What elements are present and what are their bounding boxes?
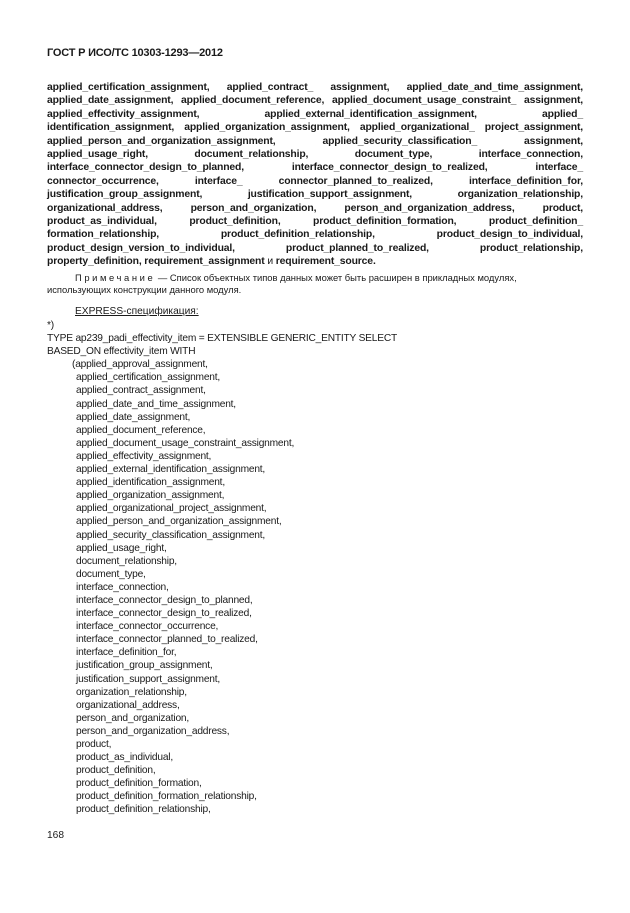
code-line: applied_security_classification_assignment, — [76, 529, 266, 541]
express-code-block — [47, 319, 397, 817]
code-line: (applied_approval_assignment, — [72, 359, 208, 371]
code-line: organization_relationship, — [76, 686, 187, 698]
code-line: product_definition_formation, — [76, 778, 202, 790]
code-line: interface_connector_design_to_planned, — [76, 594, 253, 606]
code-line: person_and_organization_address, — [76, 725, 230, 737]
code-line: applied_effectivity_assignment, — [76, 450, 212, 462]
document-header: ГОСТ Р ИСО/ТС 10303-1293—2012 — [47, 47, 223, 59]
code-line: applied_organization_assignment, — [76, 490, 225, 502]
code-line: document_type, — [76, 568, 146, 580]
code-line: *) — [47, 320, 54, 331]
page-number: 168 — [47, 830, 64, 841]
code-line: BASED_ON effectivity_item WITH — [47, 346, 196, 358]
note-text: — Список объектных типов данных может быть расширен в прикладных модулях, использующих конструкции данного модуля. — [47, 272, 517, 295]
code-line: applied_date_assignment, — [76, 411, 191, 423]
code-line: product_definition_formation_relationship, — [76, 791, 257, 803]
code-line: interface_connection, — [76, 581, 169, 593]
code-line: product_as_individual, — [76, 752, 173, 764]
note-paragraph — [47, 272, 583, 296]
code-line: applied_certification_assignment, — [76, 372, 221, 384]
code-line: person_and_organization, — [76, 712, 190, 724]
note-lead: Примечание — [75, 272, 156, 283]
entity-list-text: applied_certification_assignment, applied_contract_ assignment, applied_date_and_time_assignment, applied_date_assignment, applied_document_reference, applied_document_usage_constraint_ assignment, applied_effectivity_assignment, applied_external_identification_assignment, applied_ identification_assignment, applied_organization_assignment, applied_organizational_ project_assignment, applied_person_and_organization_assignment, applied_security_classification_ assignment, applied_usage_right, document_relationship, document_type, interface_connection, interface_connector_design_to_planned, interface_connector_design_to_realized, interface_ connector_occurrence, interface_ connector_planned_to_realized, interface_definition_for, justification_group_assignment, justification_support_assignment, organization_relationship, organizational_address, person_and_organization, person_and_organization_address, product, product_as_individual, product_definition, product_definition_formation, product_definition_ formation_relationship, product_definition_relationship, product_design_to_individual, product_design_version_to_individual, product_planned_to_realized, product_relationship, property_definition, requirement_assignment — [47, 82, 583, 268]
code-line: applied_document_usage_constraint_assignment, — [76, 437, 295, 449]
entity-list-end: requirement_source. — [275, 256, 376, 268]
entity-list-paragraph — [47, 81, 583, 269]
conjunction-text: и — [267, 256, 273, 268]
code-line: justification_support_assignment, — [76, 673, 221, 685]
code-line: applied_document_reference, — [76, 424, 206, 436]
code-line: organizational_address, — [76, 699, 180, 711]
code-line: product_definition, — [76, 765, 156, 777]
code-line: interface_connector_occurrence, — [76, 621, 219, 633]
code-line: applied_organizational_project_assignment, — [76, 503, 267, 515]
code-line: TYPE ap239_padi_effectivity_item = EXTENSIBLE GENERIC_ENTITY SELECT — [47, 333, 398, 345]
code-line: justification_group_assignment, — [76, 660, 213, 672]
code-line: applied_date_and_time_assignment, — [76, 398, 236, 410]
code-line: applied_usage_right, — [76, 542, 167, 554]
code-line: interface_connector_design_to_realized, — [76, 608, 252, 620]
code-line: applied_external_identification_assignment, — [76, 464, 266, 476]
code-line: interface_definition_for, — [76, 647, 177, 659]
code-line: applied_identification_assignment, — [76, 477, 225, 489]
code-line: product, — [76, 739, 112, 750]
code-line: product_definition_relationship, — [76, 804, 211, 816]
express-spec-title: EXPRESS-спецификация: — [75, 306, 199, 317]
code-line: interface_connector_planned_to_realized, — [76, 634, 258, 646]
code-line: applied_contract_assignment, — [76, 385, 206, 397]
code-line: document_relationship, — [76, 555, 177, 567]
code-line: applied_person_and_organization_assignment, — [76, 516, 282, 528]
